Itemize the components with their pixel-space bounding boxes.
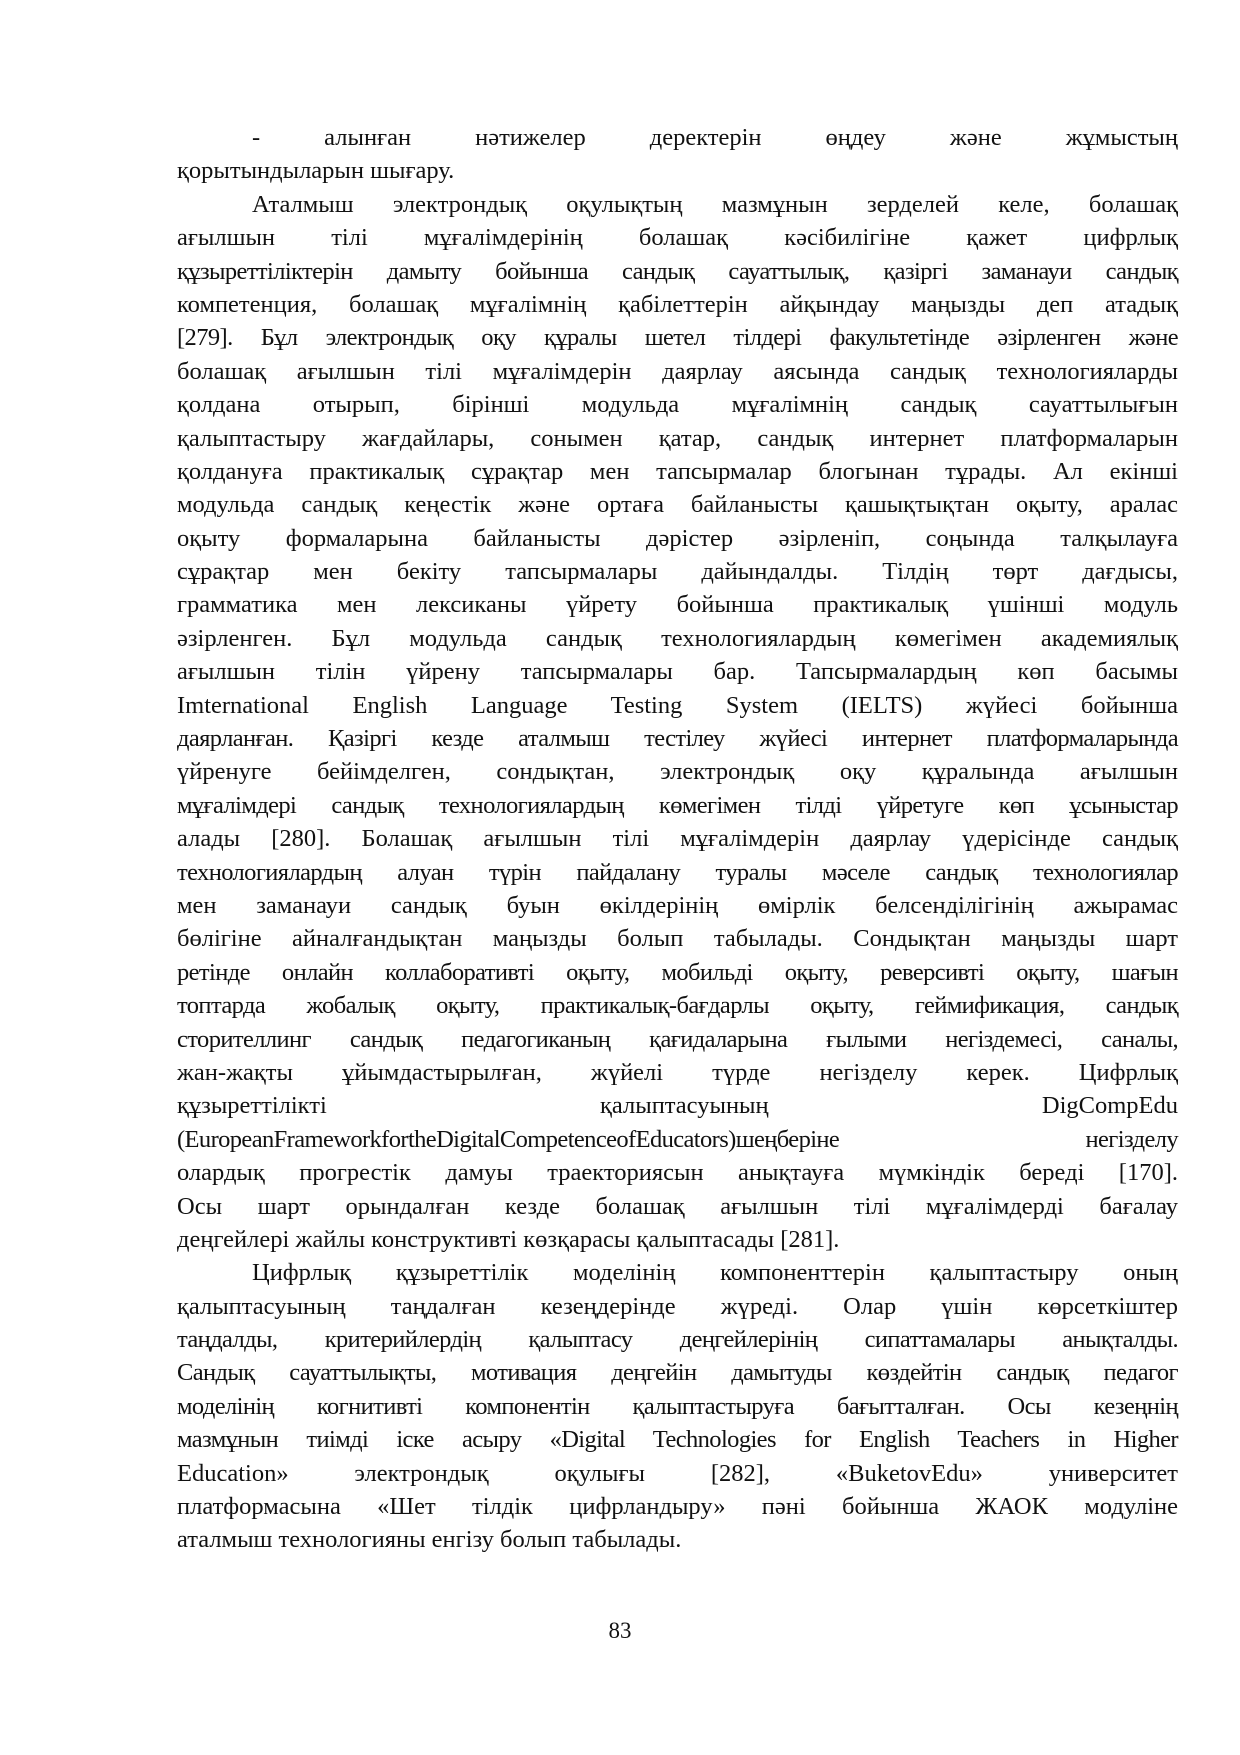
- text-line: ағылшын тілін үйрену тапсырмалары бар. Тапсырмалардың көп басымы: [177, 658, 1178, 686]
- text-line: қолдануға практикалық сұрақтар мен тапсырмалар блогынан тұрады. Ал екінші: [177, 457, 1178, 485]
- text-line: сұрақтар мен бекіту тапсырмалары дайындалды. Тілдің төрт дағдысы,: [177, 558, 1178, 586]
- text-line: әзірленген. Бұл модульда сандық технологиялардың көмегімен академиялық: [177, 624, 1178, 652]
- text-line: даярланған. Қазіргі кезде аталмыш тестілеу жүйесі интернет платформаларында: [177, 725, 1178, 753]
- text-line: оқыту формаларына байланысты дәрістер әзірленіп, соңында талқылауға: [177, 524, 1178, 552]
- body-text: [177, 121, 1178, 1557]
- text-line: қалыптастыру жағдайлары, сонымен қатар, сандық интернет платформаларын: [177, 424, 1178, 452]
- text-line: Education» электрондық оқулығы [282], «BuketovEdu» университет: [177, 1459, 1178, 1487]
- text-line: деңгейлері жайлы конструктивті көзқарасы қалыптасады [281].: [177, 1225, 840, 1253]
- text-line: моделінің когнитивті компонентін қалыптастыруға бағытталған. Осы кезеңнің: [177, 1392, 1178, 1420]
- text-line: технологиялардың алуан түрін пайдалану туралы мәселе сандық технологиялар: [177, 858, 1178, 886]
- text-line: қалыптасуының таңдалған кезеңдерінде жүреді. Олар үшін көрсеткіштер: [177, 1292, 1178, 1320]
- text-line: қолдана отырып, бірінші модульда мұғалімнің сандық сауаттылығын: [177, 391, 1178, 419]
- text-line: ағылшын тілі мұғалімдерінің болашақ кәсібилігіне қажет цифрлық: [177, 224, 1178, 252]
- text-line: сторителлинг сандық педагогиканың қағидаларына ғылыми негіздемесі, саналы,: [177, 1025, 1178, 1053]
- text-line: [279]. Бұл электрондық оқу құралы шетел тілдері факультетінде әзірленген және: [177, 324, 1178, 352]
- text-line: Аталмыш электрондық оқулықтың мазмұнын зерделей келе, болашақ: [252, 190, 1178, 218]
- text-line: құзыреттіліктерін дамыту бойынша сандық сауаттылық, қазіргі заманауи сандық: [177, 257, 1178, 285]
- text-line: Цифрлық құзыреттілік моделінің компоненттерін қалыптастыру оның: [252, 1259, 1178, 1287]
- text-line: (EuropeanFrameworkfortheDigitalCompetenceofEducators)шеңберіне негізделу: [177, 1125, 1178, 1153]
- text-line: компетенция, болашақ мұғалімнің қабілеттерін айқындау маңызды деп атадық: [177, 290, 1178, 318]
- text-line: аталмыш технологияны енгізу болып табылады.: [177, 1526, 682, 1554]
- text-line: грамматика мен лексиканы үйрету бойынша практикалық үшінші модуль: [177, 591, 1178, 619]
- text-line: қорытындыларын шығару.: [177, 157, 455, 185]
- text-line: жан-жақты ұйымдастырылған, жүйелі түрде негізделу керек. Цифрлық: [177, 1058, 1178, 1086]
- text-line: үйренуге бейімделген, сондықтан, электрондық оқу құралында ағылшын: [177, 758, 1178, 786]
- text-line: платформасына «Шет тілдік цифрландыру» пәні бойынша ЖАОК модуліне: [177, 1493, 1178, 1521]
- text-line: Осы шарт орындалған кезде болашақ ағылшын тілі мұғалімдерді бағалау: [177, 1192, 1178, 1220]
- text-line: олардық прогрестік дамуы траекториясын анықтауға мүмкіндік береді [170].: [177, 1159, 1178, 1187]
- text-line: таңдалды, критерийлердің қалыптасу деңгейлерінің сипаттамалары анықталды.: [177, 1326, 1178, 1354]
- page-number: 83: [608, 1618, 632, 1643]
- text-line: - алынған нәтижелер деректерін өңдеу және жұмыстың: [252, 124, 1178, 151]
- text-line: Imternational English Language Testing System (IELTS) жүйесі бойынша: [177, 691, 1178, 719]
- text-line: мұғалімдері сандық технологиялардың көмегімен тілді үйретуге көп ұсыныстар: [177, 791, 1178, 819]
- text-line: болашақ ағылшын тілі мұғалімдерін даярлау аясында сандық технологияларды: [177, 357, 1178, 385]
- text-line: құзыреттілікті қалыптасуының DigCompEdu: [177, 1092, 1178, 1120]
- text-line: бөлігіне айналғандықтан маңызды болып табылады. Сондықтан маңызды шарт: [177, 925, 1178, 953]
- text-line: Сандық сауаттылықты, мотивация деңгейін дамытуды көздейтін сандық педагог: [177, 1359, 1178, 1387]
- text-line: модульда сандық кеңестік және ортаға байланысты қашықтықтан оқыту, аралас: [177, 491, 1178, 519]
- text-line: мазмұнын тиімді іске асыру «Digital Technologies for English Teachers in Higher: [177, 1426, 1178, 1454]
- text-line: мен заманауи сандық буын өкілдерінің өмірлік белсенділігінің ажырамас: [177, 891, 1178, 919]
- text-line: топтарда жобалық оқыту, практикалық-бағдарлы оқыту, геймификация, сандық: [177, 992, 1178, 1020]
- text-line: алады [280]. Болашақ ағылшын тілі мұғалімдерін даярлау үдерісінде сандық: [177, 825, 1178, 853]
- text-line: ретінде онлайн коллаборативті оқыту, мобильді оқыту, реверсивті оқыту, шағын: [177, 958, 1178, 986]
